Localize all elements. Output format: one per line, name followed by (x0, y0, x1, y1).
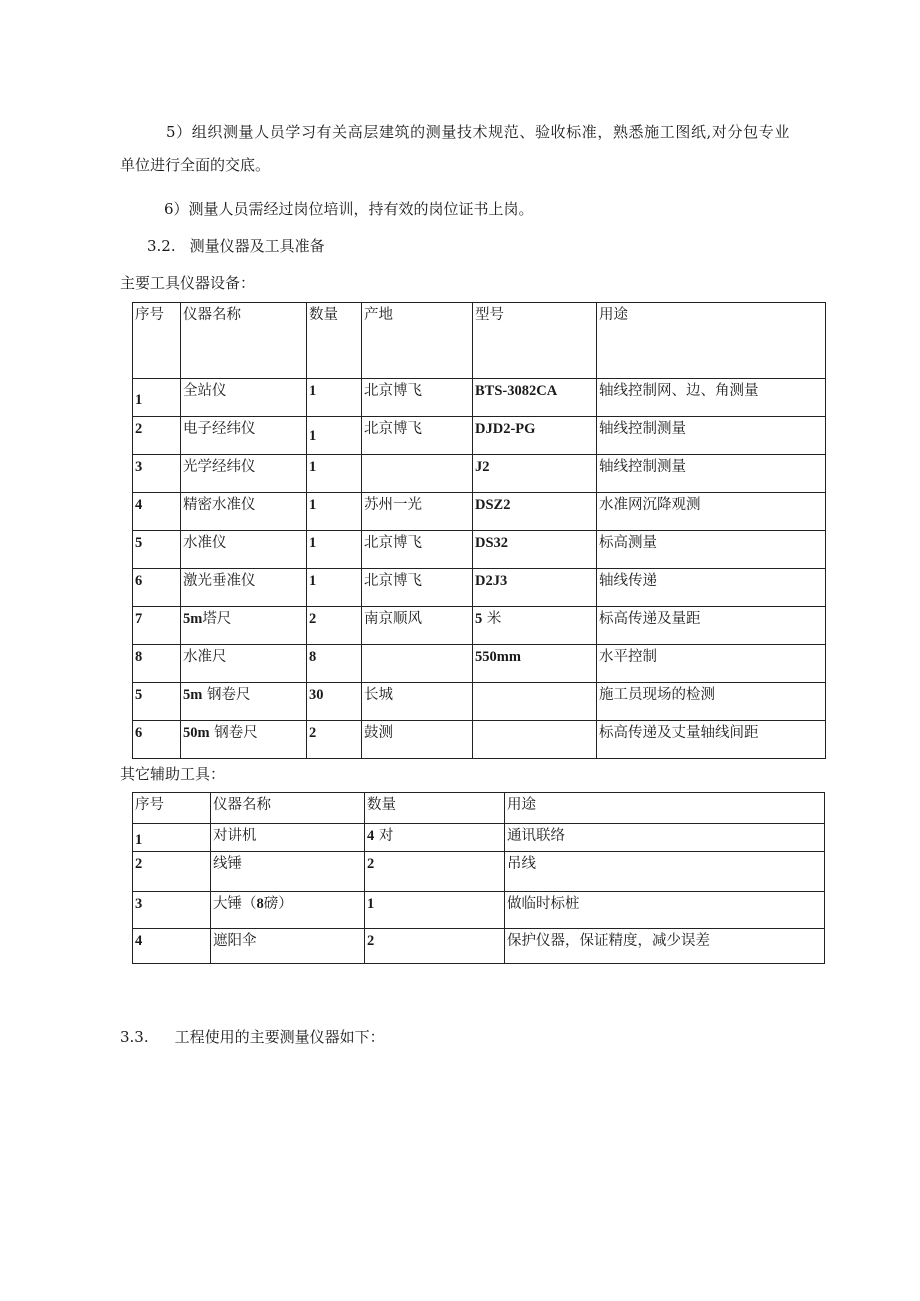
section-heading-3-3 (120, 1027, 385, 1047)
row-use: 标高传递及量距 (599, 611, 701, 627)
header-cell: 产地 (362, 303, 473, 379)
row-use: 轴线控制测量 (599, 421, 686, 437)
row-name: 水准尺 (183, 649, 227, 665)
row-name: 激光垂准仪 (183, 573, 256, 589)
row-origin: 北京博飞 (364, 421, 422, 437)
row-name: 全站仪 (183, 383, 227, 399)
row-model: BTS-3082CA (475, 383, 558, 399)
header-cell: 数量 (365, 793, 505, 824)
row-name: 大锤（8磅） (213, 896, 293, 912)
row-qty: 1 (367, 896, 375, 912)
row-no: 6 (135, 725, 143, 741)
row-qty: 30 (309, 687, 324, 703)
row-qty: 2 (367, 933, 375, 949)
paragraph-5-line-1: 5）组织测量人员学习有关高层建筑的测量技术规范、验收标准，熟悉施工图纸,对分包专业 (166, 123, 790, 141)
header-cell: 序号 (133, 303, 181, 379)
row-use: 轴线控制测量 (599, 459, 686, 475)
row-qty: 1 (309, 383, 317, 399)
table-row (133, 683, 826, 721)
row-use: 施工员现场的检测 (599, 687, 715, 703)
table-row (133, 824, 825, 852)
row-qty: 1 (309, 535, 317, 551)
row-use: 水平控制 (599, 649, 657, 665)
row-model: DJD2-PG (475, 421, 536, 437)
row-no: 4 (135, 497, 143, 513)
section-title: 工程使用的主要测量仪器如下： (174, 1028, 385, 1046)
paragraph-6: 6）测量人员需经过岗位培训，持有效的岗位证书上岗。 (164, 200, 534, 218)
row-qty: 2 (309, 725, 317, 741)
section-number: 3.3. (120, 1028, 149, 1046)
row-model: D2J3 (475, 573, 508, 589)
header-cell: 用途 (505, 793, 825, 824)
row-name: 50m 钢卷尺 (183, 725, 258, 741)
row-model: DSZ2 (475, 497, 511, 513)
row-qty: 2 (367, 856, 375, 872)
row-model (473, 721, 596, 724)
table-row (133, 892, 825, 929)
row-origin: 苏州一光 (364, 497, 422, 513)
row-model: 5 米 (475, 611, 502, 627)
row-no: 2 (135, 421, 143, 437)
table-row (133, 379, 826, 417)
row-qty: 1 (309, 497, 317, 513)
row-name: 光学经纬仪 (183, 459, 256, 475)
row-qty: 2 (309, 611, 317, 627)
row-name: 对讲机 (213, 828, 257, 844)
row-use: 轴线控制网、边、角测量 (599, 383, 759, 399)
row-qty: 4 对 (367, 828, 394, 844)
row-model (473, 683, 596, 686)
row-name: 水准仪 (183, 535, 227, 551)
row-qty: 8 (309, 649, 317, 665)
table-header-row (133, 793, 825, 824)
row-origin: 南京顺风 (364, 611, 422, 627)
row-no: 3 (135, 459, 143, 475)
table-row (133, 493, 826, 531)
row-origin: 北京博飞 (364, 383, 422, 399)
header-cell: 型号 (473, 303, 597, 379)
header-cell: 仪器名称 (211, 793, 365, 824)
row-no: 8 (135, 649, 143, 665)
table-row (133, 607, 826, 645)
row-use: 做临时标桩 (507, 896, 580, 912)
paragraph-5-line-2: 单位进行全面的交底。 (120, 156, 271, 174)
main-equipment-table (132, 302, 826, 759)
row-name: 5m 钢卷尺 (183, 687, 251, 703)
row-no: 3 (135, 896, 143, 912)
row-origin: 北京博飞 (364, 535, 422, 551)
row-use: 吊线 (507, 856, 536, 872)
row-no: 2 (135, 856, 143, 872)
table-row (133, 569, 826, 607)
row-model: J2 (475, 459, 490, 475)
table-row (133, 852, 825, 892)
row-use: 标高传递及丈量轴线间距 (599, 725, 759, 741)
table-row (133, 531, 826, 569)
table-row (133, 721, 826, 759)
header-cell: 序号 (133, 793, 211, 824)
table-row (133, 929, 825, 964)
row-qty: 1 (309, 428, 317, 444)
row-use: 标高测量 (599, 535, 657, 551)
aux-tools-caption: 其它辅助工具： (120, 765, 226, 783)
table-row (133, 645, 826, 683)
row-origin (362, 645, 472, 648)
row-no: 5 (135, 687, 143, 703)
row-name: 5m塔尺 (183, 611, 232, 627)
row-origin: 北京博飞 (364, 573, 422, 589)
table-header-row (133, 303, 826, 379)
row-origin: 长城 (364, 687, 393, 703)
header-cell: 数量 (307, 303, 362, 379)
section-number: 3.2. (147, 237, 176, 255)
header-cell: 仪器名称 (181, 303, 307, 379)
row-origin: 鼓测 (364, 725, 393, 741)
row-no: 5 (135, 535, 143, 551)
row-origin (362, 455, 472, 458)
row-name: 遮阳伞 (213, 933, 257, 949)
aux-tools-table (132, 792, 825, 964)
row-use: 通讯联络 (507, 828, 565, 844)
main-equipment-caption: 主要工具仪器设备： (120, 274, 256, 292)
row-name: 精密水准仪 (183, 497, 256, 513)
header-cell: 用途 (597, 303, 826, 379)
row-no: 6 (135, 573, 143, 589)
table-row (133, 455, 826, 493)
row-no: 1 (135, 832, 143, 848)
section-heading-3-2 (147, 236, 325, 256)
row-no: 7 (135, 611, 143, 627)
section-title: 测量仪器及工具准备 (189, 237, 325, 255)
row-no: 1 (135, 392, 143, 408)
row-name: 线锤 (213, 856, 242, 872)
row-model: 550mm (475, 649, 521, 665)
row-qty: 1 (309, 573, 317, 589)
row-use: 保护仪器，保证精度，减少误差 (507, 933, 710, 949)
row-use: 水准网沉降观测 (599, 497, 701, 513)
row-name: 电子经纬仪 (183, 421, 256, 437)
row-no: 4 (135, 933, 143, 949)
row-use: 轴线传递 (599, 573, 657, 589)
row-qty: 1 (309, 459, 317, 475)
table-row (133, 417, 826, 455)
row-model: DS32 (475, 535, 509, 551)
